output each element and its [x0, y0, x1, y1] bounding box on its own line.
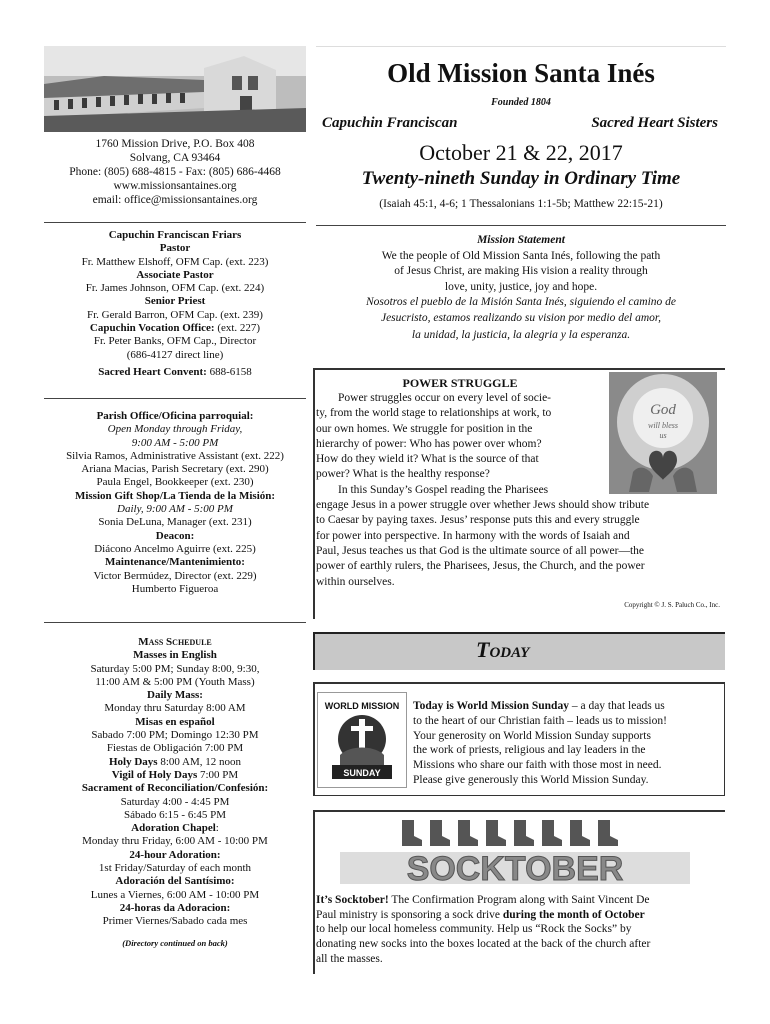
maintenance-staff: Humberto Figueroa	[131, 582, 219, 595]
24h-adoration-time: 1st Friday/Saturday of each month	[98, 862, 252, 875]
copyright-notice: Copyright © J. S. Paluch Co., Inc.	[624, 601, 720, 609]
vigil-heading: Vigil of Holy Days	[111, 768, 198, 781]
top-rule	[316, 46, 726, 47]
world-mission-line: – a day that leads us	[568, 700, 665, 712]
article-line: power of earthly rulers, the Pharisees, Jesus, the Church, and the power	[316, 560, 645, 573]
spanish-masses-heading: Misas en español	[135, 715, 215, 728]
mission-photo	[44, 46, 306, 132]
deacon-heading: Deacon:	[155, 529, 195, 542]
24h-adoracion-heading: 24-horas da Adoracion:	[119, 901, 231, 914]
mission-line-4: Nosotros el pueblo de la Misión Santa Inés, siguiendo el camino de	[365, 296, 677, 308]
office-staff-2: Ariana Macias, Parish Secretary (ext. 290)	[81, 463, 269, 476]
deacon-name: Diácono Ancelmo Aguirre (ext. 225)	[94, 542, 256, 555]
mission-building-illustration	[44, 46, 306, 132]
address-block	[44, 137, 306, 207]
article-line: within ourselves.	[316, 575, 395, 588]
pastor-heading: Pastor	[159, 242, 191, 255]
god-image-text: God	[650, 402, 676, 418]
english-masses-1: Saturday 5:00 PM; Sunday 8:00, 9:30,	[90, 662, 260, 675]
directory-continued-note: (Directory continued on back)	[122, 937, 228, 948]
article-line: our own homes. We struggle for position in the	[316, 422, 533, 435]
world-mission-line: Please give generously this World Mission Sunday.	[413, 773, 649, 786]
article-line: ty, from the world stage to relationships at work, to	[316, 407, 552, 420]
mission-line-6: la unidad, la justicia, la alegria y la esperanza.	[411, 329, 631, 341]
liturgical-sunday: Twenty-nineth Sunday in Ordinary Time	[361, 168, 681, 189]
page-title: Old Mission Santa Inés	[387, 58, 655, 88]
divider	[44, 222, 306, 223]
24h-adoracion-time: Primer Viernes/Sabado cada mes	[102, 915, 248, 928]
mission-statement-heading: Mission Statement	[477, 234, 565, 246]
world-mission-line: to the heart of our Christian faith – leads us to mission!	[413, 714, 667, 727]
reconciliation-saturday: Saturday 4:00 - 4:45 PM	[120, 795, 230, 808]
office-directory	[44, 410, 306, 596]
article-line: Paul, Jesus teaches us that God is the ultimate source of all power—the	[316, 544, 644, 557]
holy-days-time: 8:00 AM, 12 noon	[160, 755, 242, 768]
address-phone: Phone: (805) 688-4815 - Fax: (805) 686-4468	[69, 166, 281, 178]
pastor-name: Fr. Matthew Elshoff, OFM Cap. (ext. 223)	[81, 255, 269, 268]
address-email[interactable]: email: office@missionsantaines.org	[92, 194, 258, 206]
world-mission-line: Your generosity on World Mission Sunday supports	[413, 729, 651, 742]
vigil-time: 7:00 PM	[200, 768, 239, 781]
office-staff-1: Silvia Ramos, Administrative Assistant (ext. 222)	[66, 449, 284, 462]
world-mission-logo	[317, 692, 407, 788]
senior-heading: Senior Priest	[144, 295, 206, 308]
associate-name: Fr. James Johnson, OFM Cap. (ext. 224)	[85, 282, 265, 295]
sunday-logo-text: SUNDAY	[343, 768, 381, 778]
world-mission-illustration	[318, 693, 406, 787]
socktober-line: The Confirmation Program along with Saint Vincent De	[388, 894, 650, 906]
staff-directory	[44, 229, 306, 379]
address-website[interactable]: www.missionsantaines.org	[113, 180, 237, 192]
us-text: us	[659, 431, 667, 440]
spanish-masses-2: Fiestas de Obligación 7:00 PM	[106, 742, 244, 755]
adoration-heading: Adoration Chapel	[131, 822, 216, 835]
socktober-text	[316, 893, 724, 967]
socks-illustration	[340, 818, 690, 888]
today-heading: Today	[476, 637, 530, 662]
socktober-line: to help our local homeless community. Help us “Rock the Socks” by	[316, 923, 632, 936]
socktober-banner-text: SOCKTOBER	[406, 850, 624, 888]
mission-line-2: of Jesus Christ, are making His vision a reality through	[394, 265, 648, 277]
world-mission-line: Missions who share our faith with those most in need.	[413, 759, 662, 772]
mission-line-3: love, unity, justice, joy and hope.	[444, 280, 598, 293]
adoracion-heading: Adoración del Santísimo:	[115, 875, 235, 888]
convent-phone: 688-6158	[209, 365, 252, 378]
holy-days-heading: Holy Days	[108, 755, 158, 768]
subtitle-row	[322, 115, 718, 132]
maintenance-heading: Maintenance/Mantenimiento:	[105, 556, 245, 569]
gift-shop-hours: Daily, 9:00 AM - 5:00 PM	[117, 503, 233, 516]
world-mission-lead: Today is World Mission Sunday	[413, 700, 569, 712]
mission-line-1: We the people of Old Mission Santa Inés, following the path	[381, 249, 661, 262]
adoration-time: Monday thru Friday, 6:00 AM - 10:00 PM	[82, 835, 268, 848]
world-mission-text	[413, 699, 719, 788]
article-line: engage Jesus in a power struggle over whether Jews should show tribute	[316, 499, 650, 512]
article-line: power? What is the healthy response?	[316, 468, 490, 481]
article-line: In this Sunday’s Gospel reading the Pharisees	[338, 483, 549, 496]
power-struggle-article	[316, 391, 726, 590]
english-masses-2: 11:00 AM & 5:00 PM (Youth Mass)	[95, 675, 255, 688]
socktober-banner	[340, 818, 690, 888]
socktober-line: all the masses.	[316, 952, 383, 965]
founded-line: Founded 1804	[491, 97, 551, 108]
adoracion-time: Lunes a Viernes, 6:00 AM - 10:00 PM	[90, 888, 260, 901]
convent-heading: Sacred Heart Convent:	[98, 365, 207, 378]
mass-schedule-heading: Mass Schedule	[138, 636, 212, 648]
address-street: 1760 Mission Drive, P.O. Box 408	[95, 138, 255, 150]
socktober-lead: It’s Socktober!	[316, 894, 389, 906]
article-line: Power struggles occur on every level of socie-	[338, 392, 551, 404]
vocation-director: Fr. Peter Banks, OFM Cap., Director	[93, 335, 257, 348]
office-heading: Parish Office/Oficina parroquial:	[96, 410, 254, 422]
friars-heading: Capuchin Franciscan Friars	[108, 229, 242, 241]
divider	[316, 225, 726, 226]
vocation-heading: Capuchin Vocation Office:	[89, 322, 215, 335]
gift-shop-heading: Mission Gift Shop/La Tienda de la Misión:	[74, 489, 276, 502]
office-hours-time: 9:00 AM - 5:00 PM	[131, 436, 219, 449]
vocation-phone: (686-4127 direct line)	[126, 348, 224, 361]
socktober-month: during the month of October	[502, 908, 645, 921]
world-mission-logo-text: WORLD MISSION	[324, 701, 400, 711]
mass-schedule: Mass Schedule Masses in English Saturday 5:00 PM; Sunday 8:00, 9:30, 11:00 AM & 5:00 PM (Youth Mass) Daily Mass: Monday thru Saturday 8:00 AM Misas en español Sabado 7:00 PM; Domingo 12:30 PM Fiestas de Obligación 7:00 PM Holy Days 8:00 AM, 12 noon Vigil of Holy Days 7:00 PM Sacrament of Reconciliation/Confesión: Saturday 4:00 - 4:45 PM Sábado 6:15 - 6:45 PM Adoration Chapel: Monday thru Friday, 6:00 AM - 10:00 PM 24-hour Adoration: 1st Friday/Saturday of each month Adoración del Santísimo: Lunes a Viernes, 6:00 AM - 10:00 PM 24-horas da Adoracion: Primer Viernes/Sabado cada mes (Directory continued on back)	[44, 636, 306, 950]
socktober-line: donating new socks into the boxes located at the back of the church after	[316, 938, 651, 951]
english-masses-heading: Masses in English	[133, 649, 217, 662]
article-line: How do they wield it? What is the source of that	[316, 453, 539, 466]
daily-mass-heading: Daily Mass:	[147, 689, 203, 702]
world-mission-line: the work of priests, religious and lay leaders in the	[413, 744, 646, 757]
office-hours-days: Open Monday through Friday,	[107, 423, 243, 436]
reconciliation-heading: Sacrament of Reconciliation/Confesión:	[81, 782, 269, 795]
vocation-ext: (ext. 227)	[217, 322, 261, 335]
spanish-masses-1: Sabado 7:00 PM; Domingo 12:30 PM	[91, 729, 259, 742]
divider	[44, 398, 306, 399]
article-line: for power into perspective. In harmony with the words of Isaiah and	[316, 529, 630, 542]
article-line: hierarchy of power: Who has power over whom?	[316, 437, 542, 450]
gift-shop-manager: Sonia DeLuna, Manager (ext. 231)	[98, 516, 252, 529]
office-staff-3: Paula Engel, Bookkeeper (ext. 230)	[96, 476, 254, 489]
sacred-heart-sisters: Sacred Heart Sisters	[591, 115, 718, 131]
article-line: to Caesar by paying taxes. Jesus’ response puts this and every struggle	[316, 514, 640, 527]
senior-name: Fr. Gerald Barron, OFM Cap. (ext. 239)	[87, 308, 263, 321]
reconciliation-sabado: Sábado 6:15 - 6:45 PM	[123, 808, 227, 821]
divider	[44, 622, 306, 623]
power-struggle-title: POWER STRUGGLE	[402, 376, 518, 390]
will-bless-text: will bless	[647, 421, 679, 430]
bulletin-date: October 21 & 22, 2017	[419, 140, 623, 165]
address-city: Solvang, CA 93464	[129, 152, 221, 164]
mission-statement	[316, 233, 726, 344]
socktober-line: Paul ministry is sponsoring a sock drive	[316, 908, 503, 921]
capuchin-franciscan: Capuchin Franciscan	[322, 115, 458, 131]
mission-line-5: Jesucristo, estamos realizando su vision por medio del amor,	[380, 311, 662, 324]
daily-mass-time: Monday thru Saturday 8:00 AM	[104, 702, 246, 715]
scripture-readings: (Isaiah 45:1, 4-6; 1 Thessalonians 1:1-5b; Matthew 22:15-21)	[379, 198, 663, 210]
24h-adoration-heading: 24-hour Adoration:	[129, 848, 221, 861]
associate-heading: Associate Pastor	[136, 268, 214, 281]
maintenance-director: Victor Bermúdez, Director (ext. 229)	[93, 569, 257, 582]
